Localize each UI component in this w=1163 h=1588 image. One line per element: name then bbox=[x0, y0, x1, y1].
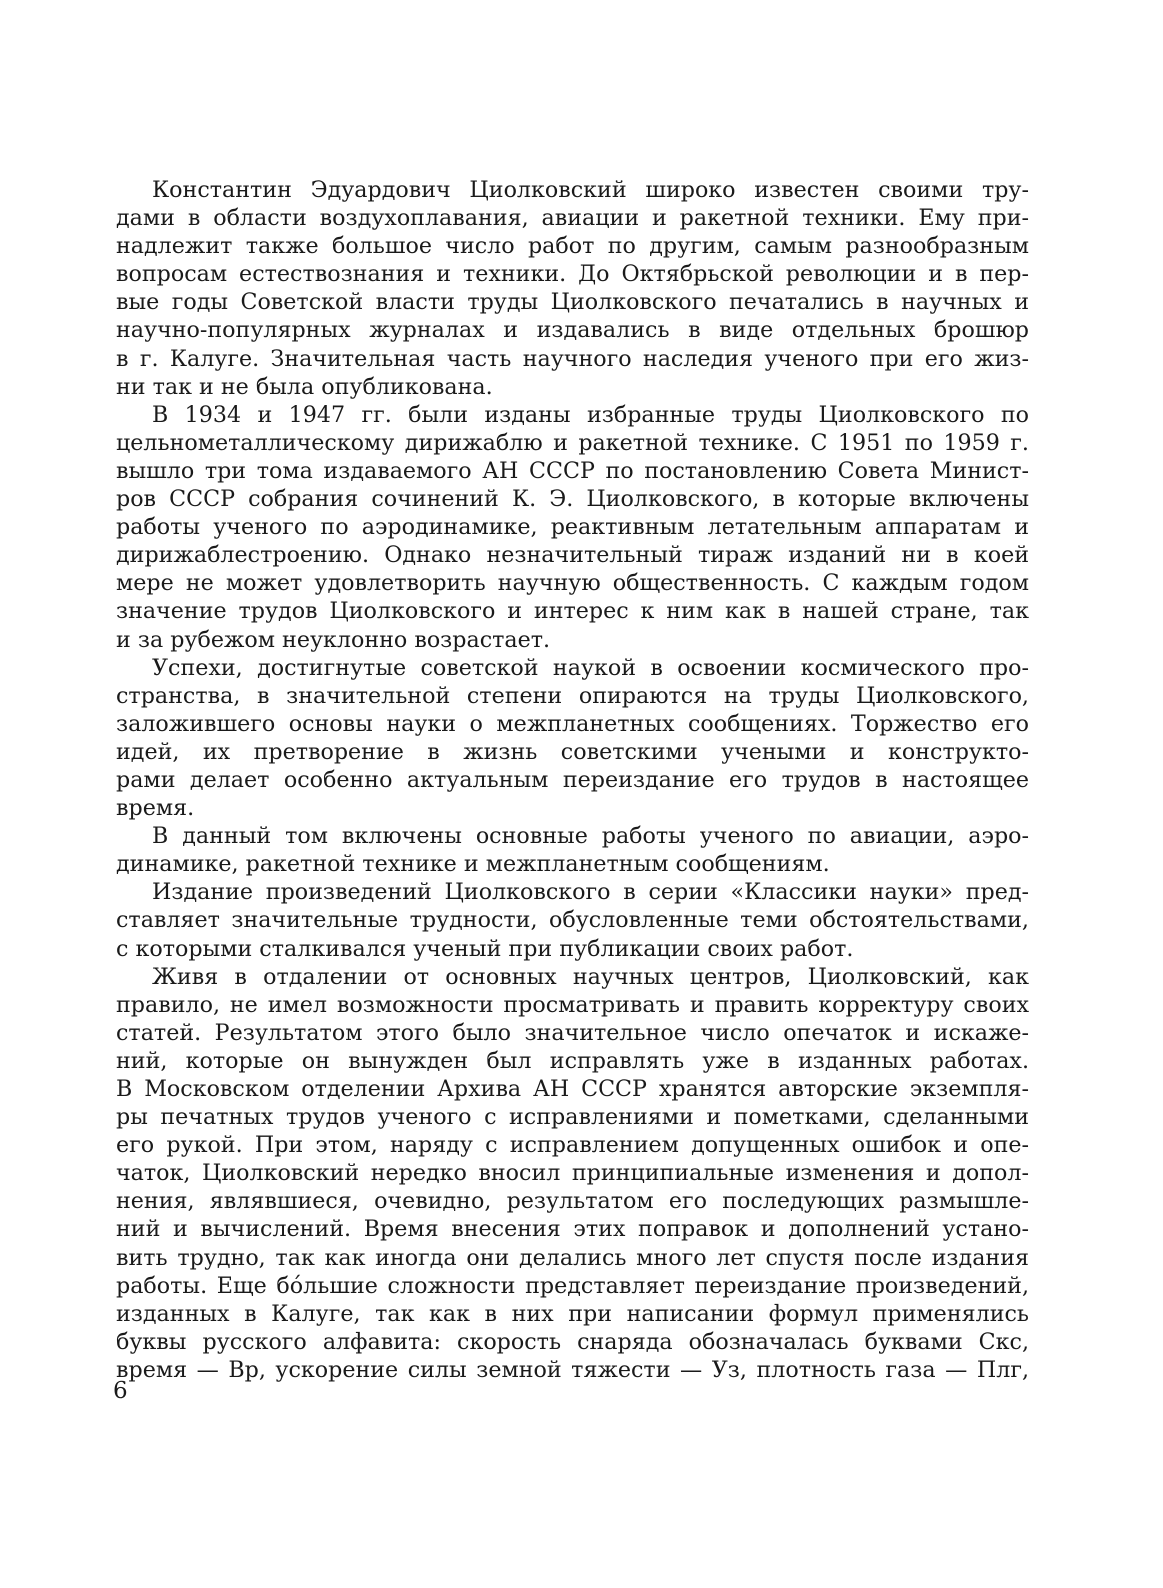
text-line: дирижаблестроению. Однако незначительный тираж изданий ни в коей bbox=[116, 542, 1029, 569]
text-line: рами делает особенно актуальным переиздание его трудов в настоящее bbox=[116, 766, 1029, 793]
text-line: ний, которые он вынужден был исправлять уже в изданных работах. bbox=[116, 1047, 1029, 1074]
text-line: В данный том включены основные работы ученого по авиации, аэро- bbox=[152, 823, 1029, 850]
text-line: правило, не имел возможности просматривать и править корректуру своих bbox=[116, 991, 1029, 1018]
text-line: заложившего основы науки о межпланетных сообщениях. Торжество его bbox=[116, 710, 1029, 737]
text-line: ни так и не была опубликована. bbox=[116, 373, 493, 400]
text-line: значение трудов Циолковского и интерес к ним как в нашей стране, так bbox=[116, 598, 1029, 625]
text-line: его рукой. При этом, наряду с исправлением допущенных ошибок и опе- bbox=[116, 1132, 1029, 1159]
body-text bbox=[116, 176, 1029, 1384]
text-line: работы. Еще бо́льшие сложности представляет переиздание произведений, bbox=[116, 1272, 1029, 1299]
text-line: ний и вычислений. Время внесения этих поправок и дополнений устано- bbox=[116, 1216, 1029, 1243]
paragraph bbox=[116, 401, 1029, 654]
text-line: чаток, Циолковский нередко вносил принципиальные изменения и допол- bbox=[116, 1160, 1029, 1187]
text-line: В 1934 и 1947 гг. были изданы избранные труды Циолковского по bbox=[152, 401, 1029, 428]
text-line: дами в области воздухоплавания, авиации и ракетной техники. Ему при- bbox=[116, 205, 1029, 232]
text-line: надлежит также большое число работ по другим, самым разнообразным bbox=[116, 233, 1029, 260]
text-line: и за рубежом неуклонно возрастает. bbox=[116, 626, 551, 653]
text-line: с которыми сталкивался ученый при публикации своих работ. bbox=[116, 935, 854, 962]
text-line: динамике, ракетной технике и межпланетным сообщениям. bbox=[116, 851, 830, 878]
text-line: научно-популярных журналах и издавались в виде отдельных брошюр bbox=[116, 317, 1029, 344]
text-line: мере не может удовлетворить научную общественность. С каждым годом bbox=[116, 570, 1029, 597]
page-number: 6 bbox=[113, 1378, 128, 1404]
text-line: время — Вр, ускорение силы земной тяжести — Уз, плотность газа — Плг, bbox=[116, 1356, 1029, 1383]
text-line: странства, в значительной степени опираются на труды Циолковского, bbox=[116, 682, 1029, 709]
text-line: Живя в отдалении от основных научных центров, Циолковский, как bbox=[152, 963, 1029, 990]
text-line: в г. Калуге. Значительная часть научного наследия ученого при его жиз- bbox=[116, 345, 1029, 372]
text-line: статей. Результатом этого было значительное число опечаток и искаже- bbox=[116, 1019, 1029, 1046]
text-line: ров СССР собрания сочинений К. Э. Циолковского, в которые включены bbox=[116, 486, 1029, 513]
text-line: изданных в Калуге, так как в них при написании формул применялись bbox=[116, 1300, 1029, 1327]
paragraph bbox=[116, 878, 1029, 962]
text-line: Константин Эдуардович Циолковский широко известен своими тру- bbox=[152, 177, 1029, 203]
text-line: В Московском отделении Архива АН СССР хранятся авторские экземпля- bbox=[116, 1076, 1029, 1102]
text-line: Издание произведений Циолковского в серии «Классики науки» пред- bbox=[152, 879, 1029, 906]
paragraph bbox=[116, 176, 1029, 401]
text-line: ры печатных трудов ученого с исправлениями и пометками, сделанными bbox=[116, 1104, 1029, 1131]
text-line: вые годы Советской власти труды Циолковского печатались в научных и bbox=[116, 289, 1029, 316]
text-line: ставляет значительные трудности, обусловленные теми обстоятельствами, bbox=[116, 907, 1029, 934]
text-line: нения, являвшиеся, очевидно, результатом его последующих размышле- bbox=[116, 1188, 1029, 1215]
text-line: время. bbox=[116, 795, 195, 822]
paragraph bbox=[116, 654, 1029, 823]
text-line: цельнометаллическому дирижаблю и ракетной технике. С 1951 по 1959 г. bbox=[116, 429, 1029, 456]
text-line: буквы русского алфавита: скорость снаряда обозначалась буквами Скс, bbox=[116, 1328, 1029, 1355]
text-line: вопросам естествознания и техники. До Октябрьской революции и в пер- bbox=[116, 261, 1029, 288]
text-line: Успехи, достигнутые советской наукой в освоении космического про- bbox=[152, 654, 1029, 681]
paragraph bbox=[116, 963, 1029, 1384]
paragraph bbox=[116, 822, 1029, 878]
text-line: идей, их претворение в жизнь советскими учеными и конструкто- bbox=[116, 738, 1029, 765]
text-line: работы ученого по аэродинамике, реактивным летательным аппаратам и bbox=[116, 514, 1029, 541]
text-line: вышло три тома издаваемого АН СССР по постановлению Совета Минист- bbox=[116, 457, 1029, 484]
text-line: вить трудно, так как иногда они делались много лет спустя после издания bbox=[116, 1244, 1029, 1271]
